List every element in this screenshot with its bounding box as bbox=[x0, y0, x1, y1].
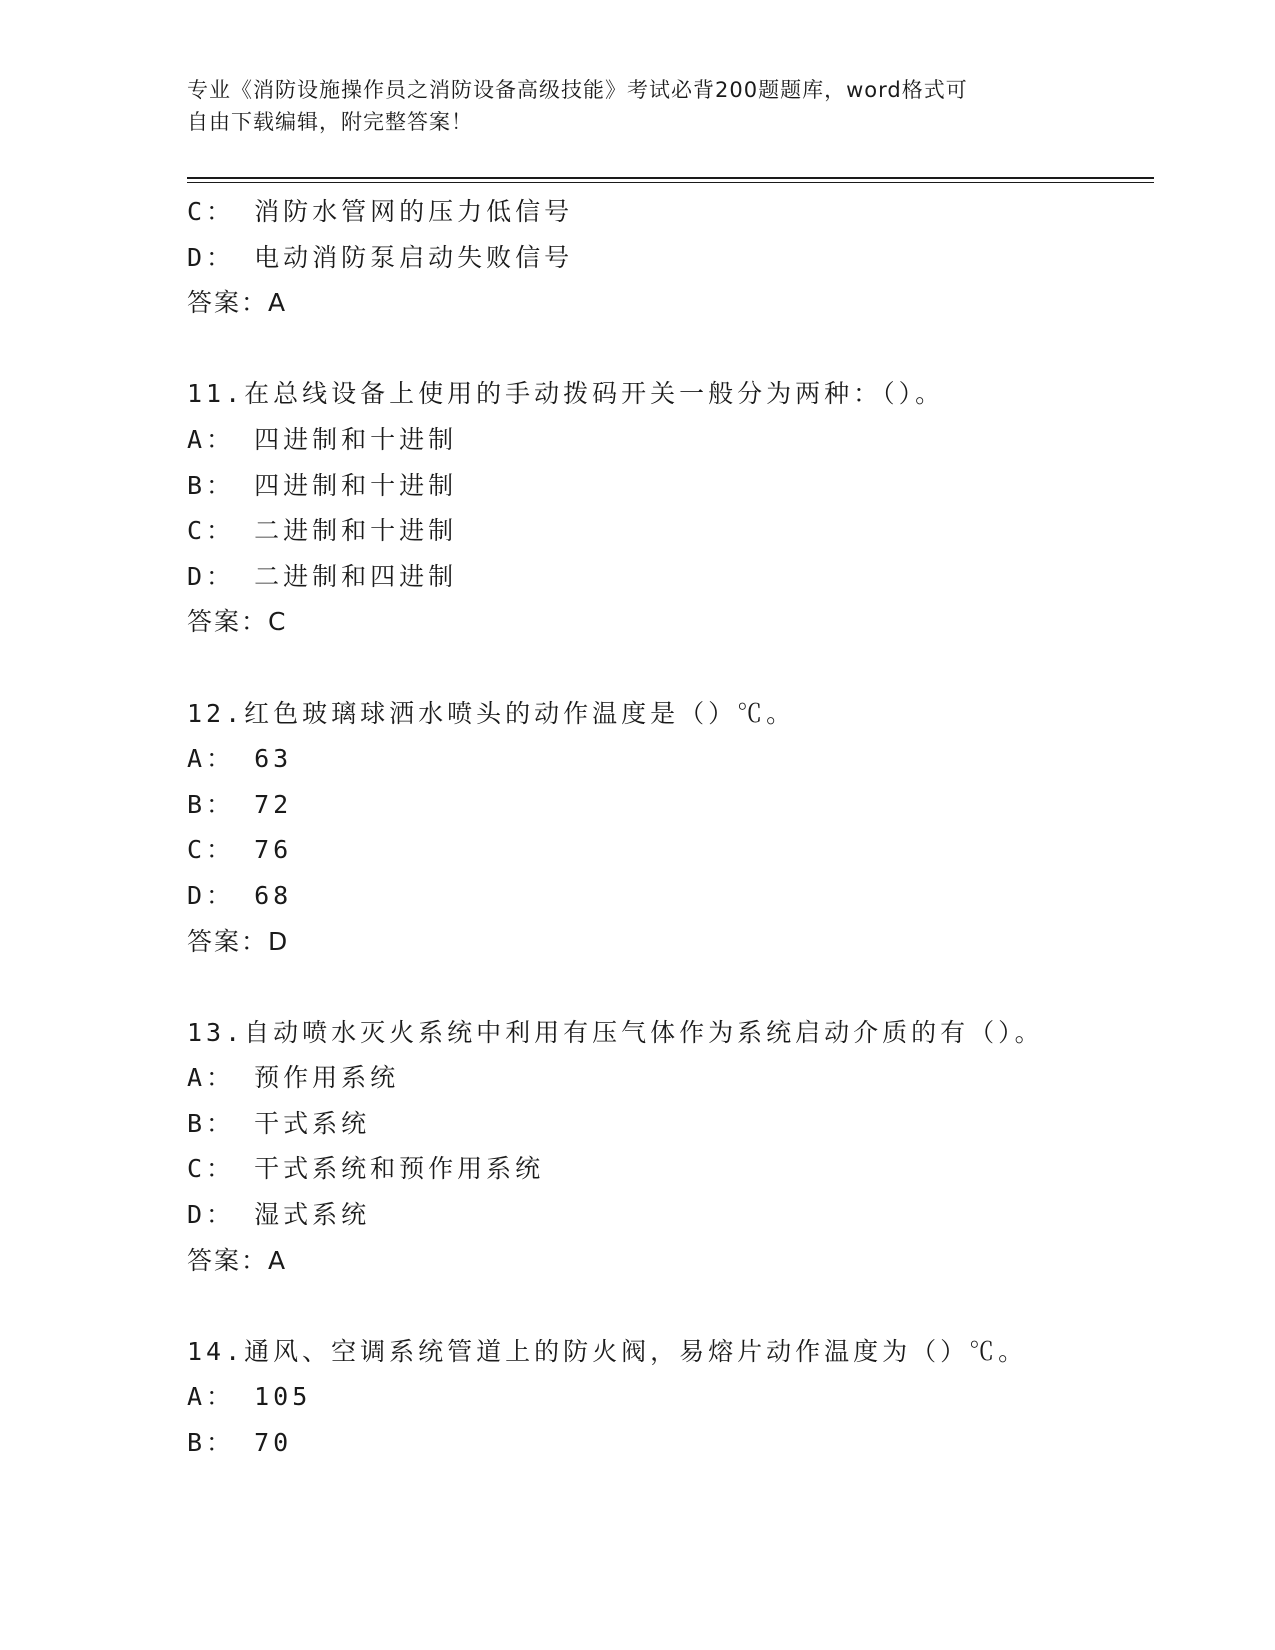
question-block bbox=[187, 1329, 1147, 1466]
question-gap bbox=[187, 645, 1147, 691]
option-d: D： 湿式系统 bbox=[187, 1200, 371, 1230]
option-a: A： 预作用系统 bbox=[187, 1063, 400, 1093]
option-a: A： 105 bbox=[187, 1382, 312, 1412]
question-stem: 13.自动喷水灭火系统中利用有压气体作为系统启动介质的有（）。 bbox=[187, 1017, 1044, 1047]
question-stem: 12.红色玻璃球洒水喷头的动作温度是（）℃。 bbox=[187, 698, 796, 728]
answer-line: 答案：C bbox=[187, 607, 288, 637]
option-c: C： 二进制和十进制 bbox=[187, 516, 458, 546]
header-rule-thick bbox=[187, 177, 1154, 179]
continued-question bbox=[187, 189, 1147, 326]
answer-line: 答案：A bbox=[187, 288, 288, 318]
answer-line: 答案：D bbox=[187, 926, 290, 956]
header-line-1: 专业《消防设施操作员之消防设备高级技能》考试必背200题题库，word格式可 bbox=[187, 78, 968, 102]
option-c: C： 76 bbox=[187, 835, 293, 865]
question-stem: 14.通风、空调系统管道上的防火阀，易熔片动作温度为（）℃。 bbox=[187, 1336, 1028, 1366]
question-block bbox=[187, 1010, 1147, 1284]
option-c: C： 干式系统和预作用系统 bbox=[187, 1154, 545, 1184]
answer-line: 答案：A bbox=[187, 1245, 288, 1275]
question-block bbox=[187, 691, 1147, 965]
option-b: B： 四进制和十进制 bbox=[187, 470, 458, 500]
option-d: D： 电动消防泵启动失败信号 bbox=[187, 242, 574, 272]
option-b: B： 干式系统 bbox=[187, 1108, 371, 1138]
question-list bbox=[187, 189, 1147, 1466]
option-a: A： 63 bbox=[187, 744, 293, 774]
option-b: B： 70 bbox=[187, 1428, 293, 1458]
header-line-2: 自由下载编辑，附完整答案！ bbox=[187, 110, 473, 134]
option-d: D： 二进制和四进制 bbox=[187, 561, 458, 591]
option-c: C： 消防水管网的压力低信号 bbox=[187, 197, 574, 226]
header-rule-thin bbox=[187, 182, 1154, 183]
question-block bbox=[187, 371, 1147, 645]
option-a: A： 四进制和十进制 bbox=[187, 424, 458, 454]
question-stem: 11.在总线设备上使用的手动拨码开关一般分为两种：（）。 bbox=[187, 379, 945, 409]
document-header bbox=[187, 74, 1067, 138]
question-gap bbox=[187, 1283, 1147, 1329]
option-b: B： 72 bbox=[187, 789, 293, 819]
question-gap bbox=[187, 964, 1147, 1010]
option-d: D： 68 bbox=[187, 880, 293, 910]
question-gap bbox=[187, 326, 1147, 372]
